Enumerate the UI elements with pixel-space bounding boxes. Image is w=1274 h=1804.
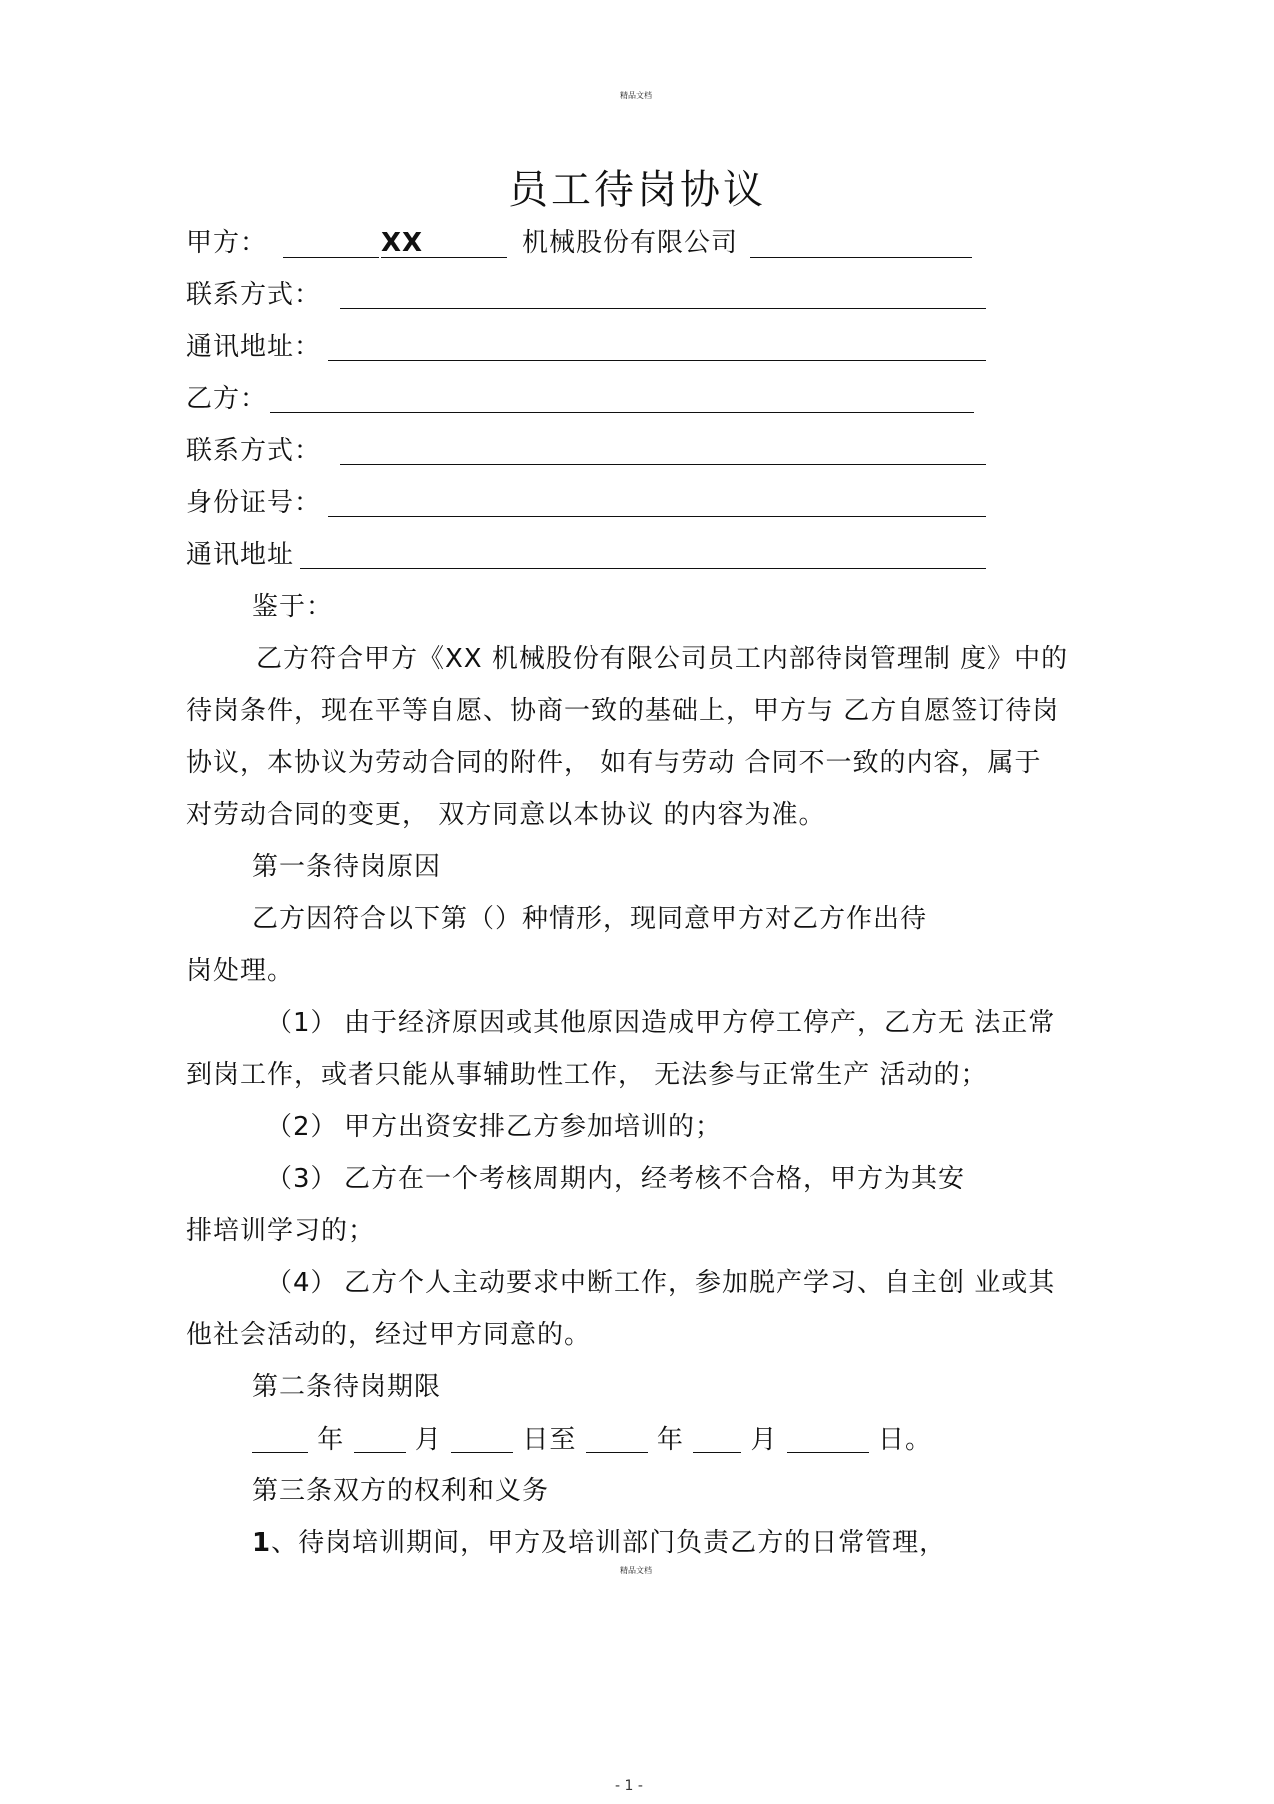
day-end-label: 日。 [878, 1425, 933, 1455]
year-blank-2 [586, 1426, 648, 1453]
party-a-blank-1 [283, 257, 379, 258]
preamble-line: 协议，本协议为劳动合同的附件， 如有与劳动 合同不一致的内容，属于 [186, 748, 1042, 778]
party-a-address-label: 通讯地址： [186, 332, 322, 362]
party-b-address-label: 通讯地址 [186, 540, 295, 570]
item-3-number: （3） [266, 1164, 338, 1194]
party-a-contact-label: 联系方式： [186, 280, 322, 310]
month-blank-2 [693, 1426, 741, 1453]
year-label: 年 [317, 1425, 345, 1455]
day-to-label: 日至 [522, 1425, 577, 1455]
party-b-label: 乙方： [186, 384, 268, 414]
party-b-contact-line [340, 464, 986, 465]
year-blank-1 [252, 1426, 308, 1453]
item-2-number: （2） [266, 1112, 338, 1142]
item-2-text: 甲方出资安排乙方参加培训的； [344, 1112, 723, 1142]
whereas-label: 鉴于： [252, 592, 334, 622]
party-b-id-label: 身份证号： [186, 488, 322, 518]
preamble-line: 待岗条件，现在平等自愿、协商一致的基础上，甲方与 乙方自愿签订待岗 [186, 696, 1060, 726]
preamble-line: 乙方符合甲方《XX 机械股份有限公司员工内部待岗管理制 度》中的 [256, 644, 1069, 674]
item-3-text: 排培训学习的； [186, 1216, 376, 1246]
date-range-line [252, 1426, 932, 1453]
item-4-text: 他社会活动的，经过甲方同意的。 [186, 1320, 592, 1350]
party-a-label: 甲方： [186, 228, 268, 258]
article-3-item-1-text: 、待岗培训期间，甲方及培训部门负责乙方的日常管理， [271, 1528, 947, 1558]
party-b-address-line [300, 568, 986, 569]
party-a-blank-2 [381, 257, 507, 258]
party-a-address-line [328, 360, 986, 361]
month-label: 月 [750, 1425, 778, 1455]
party-b-contact-label: 联系方式： [186, 436, 322, 466]
month-label: 月 [414, 1425, 442, 1455]
article-1-intro: 乙方因符合以下第（）种情形，现同意甲方对乙方作出待 [252, 904, 928, 934]
item-4-number: （4） [266, 1268, 338, 1298]
item-1-text: 到岗工作，或者只能从事辅助性工作， 无法参与正常生产 活动的； [186, 1060, 988, 1090]
article-1-title: 第一条待岗原因 [252, 852, 442, 882]
item-3-text: 乙方在一个考核周期内，经考核不合格，甲方为其安 [344, 1164, 966, 1194]
article-3-item-1-number: 1 [252, 1528, 272, 1558]
page-header: 精品文档 [620, 91, 652, 100]
article-3-item-1 [252, 1530, 946, 1556]
party-a-contact-line [340, 308, 986, 309]
page-title: 员工待岗协议 [508, 167, 766, 213]
year-label: 年 [656, 1425, 684, 1455]
preamble-line: 对劳动合同的变更， 双方同意以本协议 的内容为准。 [186, 800, 826, 830]
party-b-line [270, 412, 974, 413]
party-a-blank-3 [750, 257, 972, 258]
item-4-text: 乙方个人主动要求中断工作，参加脱产学习、自主创 业或其 [344, 1268, 1056, 1298]
party-b-id-line [328, 516, 986, 517]
article-1-intro: 岗处理。 [186, 956, 295, 986]
page-footer: 精品文档 [620, 1566, 652, 1575]
item-1-number: （1） [266, 1008, 338, 1038]
article-3-title: 第三条双方的权利和义务 [252, 1476, 550, 1506]
day-blank-2 [787, 1426, 869, 1453]
month-blank-1 [354, 1426, 406, 1453]
party-a-company: 机械股份有限公司 [522, 228, 739, 258]
day-blank-1 [451, 1426, 513, 1453]
item-1-text: 由于经济原因或其他原因造成甲方停工停产，乙方无 法正常 [344, 1008, 1056, 1038]
article-2-title: 第二条待岗期限 [252, 1372, 442, 1402]
party-a-value: XX [381, 228, 424, 258]
page-number: - 1 - [615, 1778, 643, 1794]
